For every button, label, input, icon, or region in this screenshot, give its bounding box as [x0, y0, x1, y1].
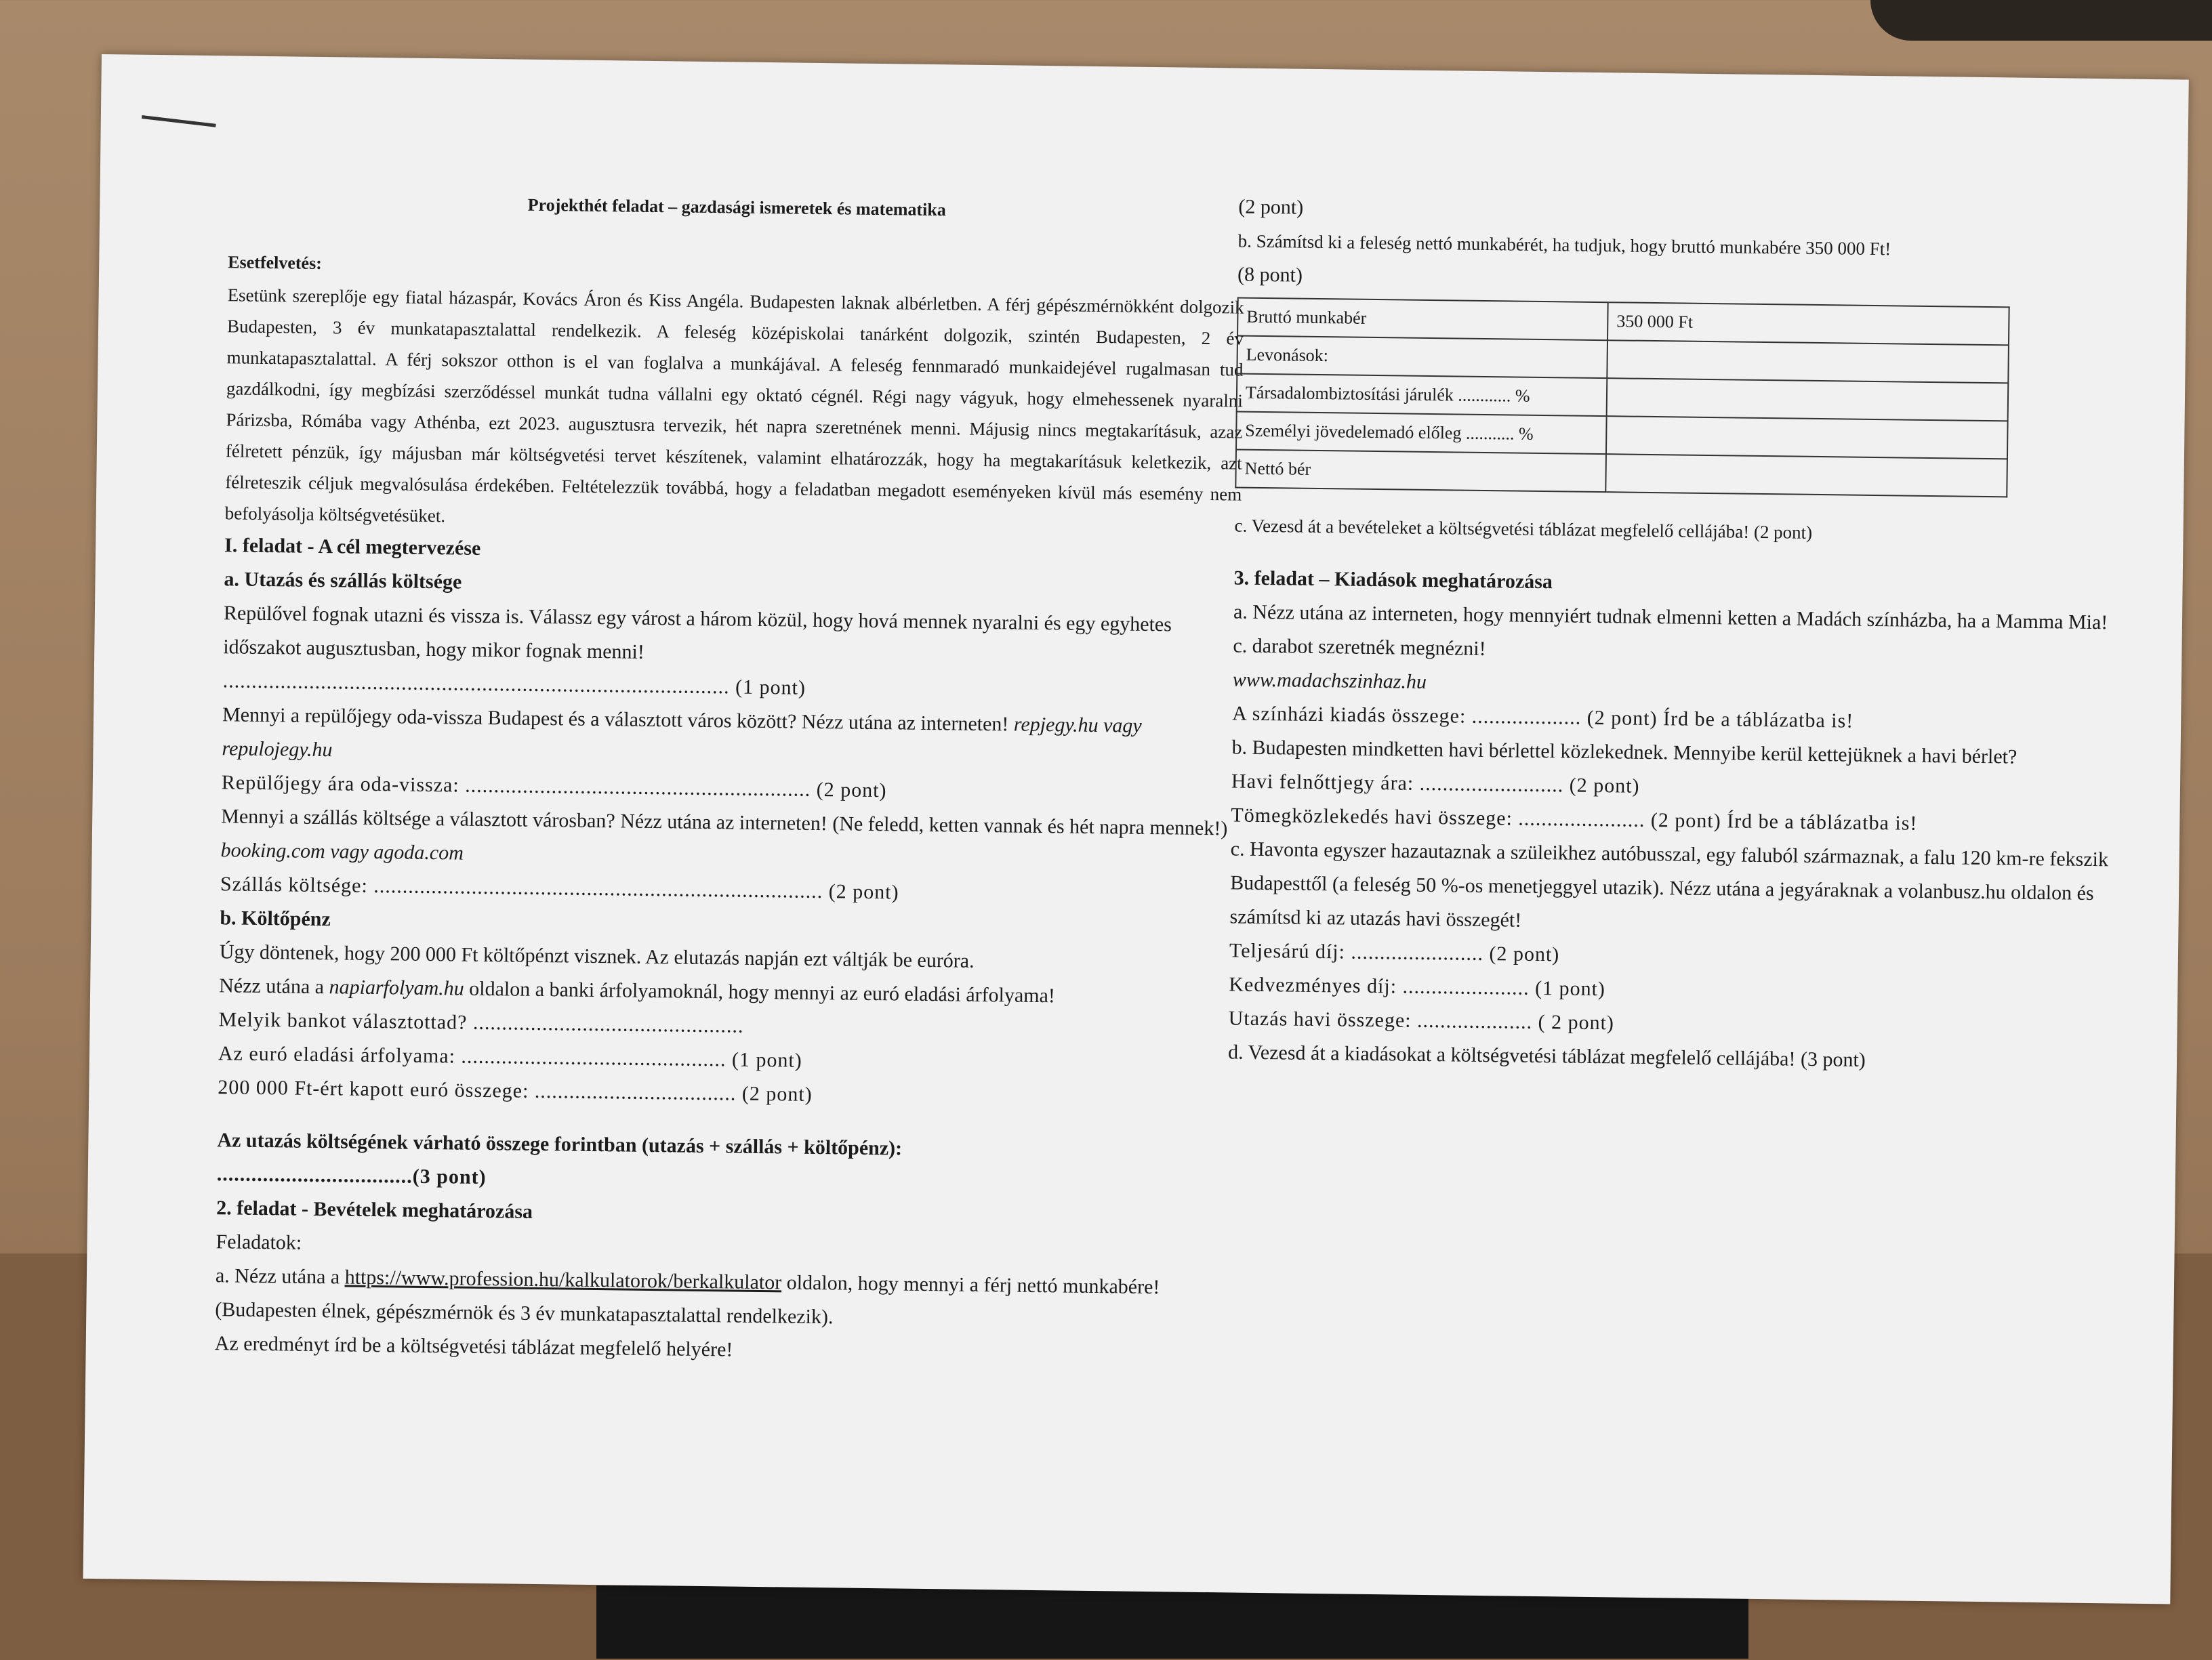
table-cell-label: Társadalombiztosítási járulék ............ %	[1237, 374, 1607, 417]
task3c: c. Havonta egyszer hazautaznak a szüleikhez autóbusszal, egy faluból származnak, a falu 120 km-re fekszik Budapesttől (a feleség 50 %-os menetjeggyel utazik). Nézz utána a jegyáraknak a volanbusz.hu oldalon és számítsd ki az utazás havi összegét!	[1229, 837, 2109, 932]
corner-object	[1870, 0, 2212, 41]
left-column	[214, 184, 1245, 1373]
total-line: ..................................(3 pont)	[216, 1163, 487, 1189]
flight-sites: repjegy.hu vagy repulojegy.hu	[222, 713, 1142, 762]
lodging-price-line: Szállás költsége: .............................................................................. (2 pont)	[220, 873, 899, 904]
case-text: Esetünk szereplője egy fiatal házaspár, Kovács Áron és Kiss Angéla. Budapesten laknak albérletben. A férj gépészmérnökként dolgozik Budapesten, 3 év munkatapasztalattal rendelkezik. A feleség középiskolai tanárként dolgozik, szintén Budapesten, 2 év munkatapasztalattal. A férj sokszor otthon is el van foglalva a munkájával. A feleség fennmaradó munkaidejével rugalmasan tud gazdálkodni, így megbízási szerződéssel munkát tudna vállalni egy oktató cégnél. Régi nagy vágyuk, hogy elmehessenek nyaralni Párizsba, Rómába vagy Athénba, ezt 2023. augusztusra tervezik, hét napra szeretnének menni. Májusig nincs megtakarításuk, azaz félretett pénzük, így májusban már költségvetési tervet készítenek, valamint elhatározzák, hogy ha megtakarításuk keletkezik, azt félreteszik céljuk megvalósulása érdekében. Feltételezzük továbbá, hogy a feladatban megadott eseményeken kívül más esemény nem befolyásolja költségvetésüket.	[224, 285, 1244, 526]
right-column	[1228, 190, 2120, 1081]
pen-mark	[142, 115, 216, 127]
task1a-heading: a. Utazás és szállás költsége	[224, 568, 462, 594]
table-cell-value: 350 000 Ft	[1607, 302, 2009, 345]
table-cell-value	[1607, 340, 2009, 383]
task2c: c. Vezesd át a bevételeket a költségvetési táblázat megfelelő cellájába! (2 pont)	[1234, 515, 1813, 543]
trip-total-line: Utazás havi összege: .................... ( 2 pont)	[1228, 1007, 1615, 1035]
table-cell-label: Levonások:	[1237, 336, 1607, 379]
total-heading: Az utazás költségének várható összege forintban (utazás + szállás + költőpénz):	[217, 1129, 903, 1160]
task3d: d. Vezesd át a kiadásokat a költségvetési táblázat megfelelő cellájába! (3 pont)	[1227, 1041, 1866, 1071]
table-cell-value	[1606, 416, 2008, 459]
transit-total-line: Tömegközlekedés havi összege: ...................... (2 pont) Írd be a táblázatba is!	[1231, 804, 1918, 835]
rate-line: Az euró eladási árfolyama: .............................................. (1 pont)	[218, 1042, 802, 1072]
task1-heading: I. feladat - A cél megtervezése	[224, 534, 481, 560]
pocket-text-1: Úgy döntenek, hogy 200 000 Ft költőpénzt visznek. Az elutazás napján ezt váltják be euróra.	[219, 940, 975, 972]
page-title: Projekthét feladat – gazdasági ismeretek és matematika	[527, 194, 947, 220]
task2a	[215, 1259, 1232, 1339]
task1a-text: Repülővel fognak utazni és vissza is. Válassz egy várost a három közül, hogy hová mennek nyaralni és egy egyhetes időszakot augusztusban, hogy mikor fognak menni!	[223, 602, 1172, 663]
pocket-text-2-pre: Nézz utána a	[219, 974, 325, 999]
table-cell-label: Nettó bér	[1235, 449, 1606, 492]
tasks-label: Feladatok:	[216, 1230, 302, 1254]
points-top: (2 pont)	[1238, 195, 1304, 219]
table-cell-value	[1605, 454, 2007, 497]
pocket-site: napiarfolyam.hu	[329, 976, 464, 1000]
flight-price-line: Repülőjegy ára oda-vissza: ............................................................ (2 pont)	[221, 771, 887, 802]
task2a-end: Az eredményt írd be a költségvetési táblázat megfelelő helyére!	[214, 1332, 733, 1361]
full-fare-line: Teljesárú díj: ....................... (2 pont)	[1229, 939, 1560, 966]
table-cell-label: Bruttó munkabér	[1237, 298, 1608, 341]
task1a-line: ........................................................................................ (1 pont)	[222, 669, 806, 699]
table-cell-value	[1607, 378, 2009, 421]
task2a-post: oldalon, hogy mennyi a férj nettó munkabére! (Budapesten élnek, gépészmérnök és 3 év munkatapasztalattal rendelkezik).	[215, 1271, 1160, 1329]
lodging-sites: booking.com vagy agoda.com	[220, 839, 464, 865]
profession-link[interactable]: https://www.profession.hu/kalkulatorok/berkalkulator	[344, 1266, 782, 1294]
table-cell-label: Személyi jövedelemadó előleg ........... %	[1236, 411, 1607, 454]
case-heading: Esetfelvetés:	[228, 252, 323, 273]
task3-heading: 3. feladat – Kiadások meghatározása	[1233, 566, 1553, 594]
euro-line: 200 000 Ft-ért kapott euró összege: ................................... (2 pont)	[218, 1076, 813, 1106]
adult-pass-line: Havi felnőttjegy ára: ......................... (2 pont)	[1231, 770, 1640, 797]
task2b: b. Számítsd ki a feleség nettó munkabérét, ha tudjuk, hogy bruttó munkabére 350 000 Ft!	[1237, 230, 1891, 260]
flight-question-text: Mennyi a repülőjegy oda-vissza Budapest és a választott város között? Nézz utána az interneten!	[222, 703, 1009, 736]
flight-question	[222, 698, 1239, 778]
points-8: (8 pont)	[1237, 263, 1303, 287]
lodging-question-text: Mennyi a szállás költsége a választott városban? Nézz utána az interneten! (Ne feledd, ketten vannak és hét napra mennek!)	[221, 805, 1228, 840]
task2a-pre: a. Nézz utána a	[215, 1264, 340, 1289]
bank-line: Melyik bankot választottad? ...............................................	[218, 1008, 744, 1037]
theatre-site: www.madachszinhaz.hu	[1232, 668, 1427, 693]
worksheet-page	[83, 54, 2189, 1604]
theatre-line: A színházi kiadás összege: ................... (2 pont) Írd be a táblázatba is!	[1232, 702, 1854, 732]
task2-heading: 2. feladat - Bevételek meghatározása	[216, 1197, 533, 1223]
lodging-question	[220, 800, 1237, 879]
task1b-heading: b. Költőpénz	[220, 907, 331, 931]
salary-table	[1235, 297, 2009, 497]
task3a: a. Nézz utána az interneten, hogy mennyiért tudnak elmenni ketten a Madách színházba, ha a Mamma Mia! c. darabot szeretnék megnézni!	[1233, 600, 2108, 661]
discount-fare-line: Kedvezményes díj: ...................... (1 pont)	[1229, 973, 1606, 1001]
pocket-text-2-post: oldalon a banki árfolyamoknál, hogy mennyi az euró eladási árfolyama!	[469, 977, 1056, 1008]
task3b: b. Budapesten mindketten havi bérlettel közlekednek. Mennyibe kerül kettejüknek a havi bérlet?	[1231, 736, 2018, 768]
